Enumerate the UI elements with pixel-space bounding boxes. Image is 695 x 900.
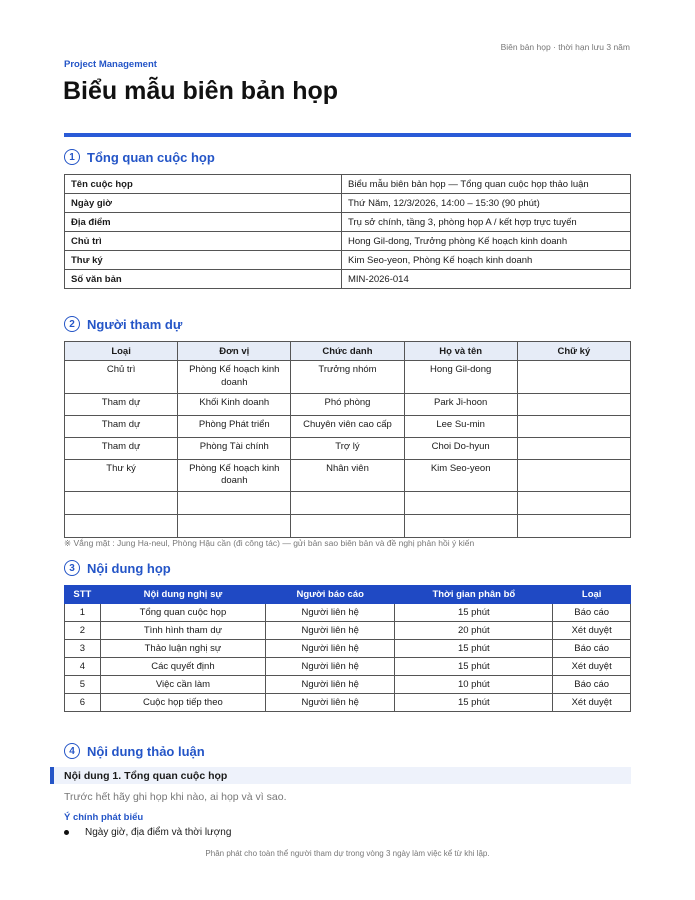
overview-value: Thứ Năm, 12/3/2026, 14:00 – 15:30 (90 phút) xyxy=(342,194,631,213)
overview-key: Số văn bản xyxy=(65,270,342,289)
agenda-row xyxy=(65,658,631,676)
agenda-cell: 15 phút xyxy=(395,640,553,658)
agenda-cell: Xét duyệt xyxy=(553,658,631,676)
overview-value: Hong Gil-dong, Trưởng phòng Kế hoạch kinh doanh xyxy=(342,232,631,251)
page-title: Biểu mẫu biên bản họp xyxy=(63,77,339,105)
attendee-cell: Chủ trì xyxy=(65,361,178,394)
discussion-item-heading: Nội dung 1. Tổng quan cuộc họp xyxy=(50,767,631,784)
key-points-label: Ý chính phát biểu xyxy=(64,812,144,823)
attendee-cell: Phó phòng xyxy=(291,393,404,415)
overview-row xyxy=(65,251,631,270)
section-number-badge: 2 xyxy=(64,316,80,332)
attendee-cell xyxy=(404,492,517,515)
attendee-cell: Tham dự xyxy=(65,415,178,437)
agenda-row xyxy=(65,694,631,712)
attendee-cell xyxy=(517,437,630,459)
attendee-cell: Khối Kinh doanh xyxy=(178,393,291,415)
overview-row xyxy=(65,213,631,232)
column-header: Thời gian phân bổ xyxy=(395,586,553,604)
attendee-cell xyxy=(65,515,178,538)
column-header: Đơn vị xyxy=(178,342,291,361)
overview-row xyxy=(65,232,631,251)
overview-value: Trụ sở chính, tầng 3, phòng họp A / kết hợp trực tuyến xyxy=(342,213,631,232)
agenda-cell: 6 xyxy=(65,694,101,712)
section-title: Nội dung thảo luận xyxy=(87,743,205,759)
overview-key: Địa điểm xyxy=(65,213,342,232)
agenda-row xyxy=(65,622,631,640)
agenda-cell: 5 xyxy=(65,676,101,694)
attendee-cell xyxy=(291,515,404,538)
attendee-cell: Nhân viên xyxy=(291,459,404,492)
agenda-cell: 15 phút xyxy=(395,694,553,712)
attendee-cell: Thư ký xyxy=(65,459,178,492)
attendee-cell xyxy=(517,361,630,394)
attendee-row xyxy=(65,437,631,459)
overview-value: MIN-2026-014 xyxy=(342,270,631,289)
attendee-cell: Phòng Kế hoạch kinh doanh xyxy=(178,459,291,492)
attendee-cell: Hong Gil-dong xyxy=(404,361,517,394)
attendee-cell: Trưởng nhóm xyxy=(291,361,404,394)
overview-value: Kim Seo-yeon, Phòng Kế hoạch kinh doanh xyxy=(342,251,631,270)
agenda-cell: Xét duyệt xyxy=(553,694,631,712)
attendee-cell: Phòng Phát triển xyxy=(178,415,291,437)
column-header: Loại xyxy=(553,586,631,604)
overview-table xyxy=(64,174,631,289)
column-header: Loại xyxy=(65,342,178,361)
attendee-row xyxy=(65,515,631,538)
attendee-row xyxy=(65,492,631,515)
section-number-badge: 1 xyxy=(64,149,80,165)
column-header: Chức danh xyxy=(291,342,404,361)
attendee-cell xyxy=(404,515,517,538)
agenda-cell: 15 phút xyxy=(395,658,553,676)
agenda-cell: 4 xyxy=(65,658,101,676)
overview-key: Ngày giờ xyxy=(65,194,342,213)
agenda-row xyxy=(65,640,631,658)
agenda-cell: Thảo luận nghị sự xyxy=(100,640,265,658)
attendee-row xyxy=(65,459,631,492)
agenda-cell: Báo cáo xyxy=(553,604,631,622)
attendee-row xyxy=(65,361,631,394)
attendee-cell xyxy=(178,492,291,515)
column-header: Nội dung nghị sự xyxy=(100,586,265,604)
section-title: Nội dung họp xyxy=(87,560,171,576)
attendee-cell xyxy=(517,415,630,437)
agenda-cell: Các quyết định xyxy=(100,658,265,676)
footer-note: Phân phát cho toàn thể người tham dự trong vòng 3 ngày làm việc kể từ khi lập. xyxy=(205,849,490,858)
section-title: Tổng quan cuộc họp xyxy=(87,149,215,165)
agenda-cell: Người liên hệ xyxy=(266,694,395,712)
attendee-cell: Tham dự xyxy=(65,393,178,415)
attendee-cell: Phòng Kế hoạch kinh doanh xyxy=(178,361,291,394)
absent-note: ※ Vắng mặt : Jung Ha-neul, Phòng Hậu cần (đi công tác) — gửi bản sao biên bản và đề nghị phản hồi ý kiến xyxy=(64,538,475,548)
attendee-cell: Phòng Tài chính xyxy=(178,437,291,459)
attendee-cell xyxy=(517,459,630,492)
attendee-cell: Trợ lý xyxy=(291,437,404,459)
agenda-cell: Tổng quan cuộc họp xyxy=(100,604,265,622)
attendee-cell xyxy=(517,492,630,515)
attendee-cell: Chuyên viên cao cấp xyxy=(291,415,404,437)
attendee-cell: Kim Seo-yeon xyxy=(404,459,517,492)
agenda-cell: Người liên hệ xyxy=(266,658,395,676)
retention-note: Biên bản họp · thời hạn lưu 3 năm xyxy=(500,42,630,52)
agenda-cell: Người liên hệ xyxy=(266,604,395,622)
category-label: Project Management xyxy=(64,59,157,70)
bullet-item xyxy=(64,827,231,838)
agenda-cell: Người liên hệ xyxy=(266,640,395,658)
agenda-table xyxy=(64,585,631,712)
column-header: Chữ ký xyxy=(517,342,630,361)
agenda-cell: Cuộc họp tiếp theo xyxy=(100,694,265,712)
agenda-cell: Báo cáo xyxy=(553,676,631,694)
attendee-row xyxy=(65,415,631,437)
overview-row xyxy=(65,175,631,194)
section-number-badge: 4 xyxy=(64,743,80,759)
bullet-text: Ngày giờ, địa điểm và thời lượng xyxy=(85,827,232,838)
agenda-cell: 20 phút xyxy=(395,622,553,640)
column-header: Người báo cáo xyxy=(266,586,395,604)
attendees-table xyxy=(64,341,631,538)
section-title: Người tham dự xyxy=(87,316,183,332)
overview-key: Tên cuộc họp xyxy=(65,175,342,194)
attendee-cell xyxy=(291,492,404,515)
column-header: Họ và tên xyxy=(404,342,517,361)
attendee-cell: Park Ji-hoon xyxy=(404,393,517,415)
section-number-badge: 3 xyxy=(64,560,80,576)
agenda-cell: Người liên hệ xyxy=(266,676,395,694)
agenda-cell: 10 phút xyxy=(395,676,553,694)
section-attendees-heading xyxy=(64,316,182,332)
overview-value: Biểu mẫu biên bản họp — Tổng quan cuộc họp thảo luận xyxy=(342,175,631,194)
discussion-item-text: Trước hết hãy ghi họp khi nào, ai họp và vì sao. xyxy=(64,791,287,803)
attendee-cell: Tham dự xyxy=(65,437,178,459)
attendee-cell xyxy=(517,515,630,538)
section-discussion-heading xyxy=(64,743,205,759)
attendee-cell xyxy=(65,492,178,515)
agenda-cell: 2 xyxy=(65,622,101,640)
agenda-cell: 15 phút xyxy=(395,604,553,622)
attendee-cell xyxy=(517,393,630,415)
attendee-cell: Lee Su-min xyxy=(404,415,517,437)
column-header: STT xyxy=(65,586,101,604)
section-agenda-heading xyxy=(64,560,171,576)
overview-row xyxy=(65,194,631,213)
agenda-cell: Việc cần làm xyxy=(100,676,265,694)
agenda-cell: 3 xyxy=(65,640,101,658)
agenda-cell: Người liên hệ xyxy=(266,622,395,640)
title-divider xyxy=(64,133,631,137)
agenda-row xyxy=(65,604,631,622)
section-overview-heading xyxy=(64,149,215,165)
agenda-cell: Xét duyệt xyxy=(553,622,631,640)
overview-key: Chủ trì xyxy=(65,232,342,251)
attendee-cell: Choi Do-hyun xyxy=(404,437,517,459)
overview-row xyxy=(65,270,631,289)
agenda-cell: 1 xyxy=(65,604,101,622)
agenda-cell: Báo cáo xyxy=(553,640,631,658)
overview-key: Thư ký xyxy=(65,251,342,270)
agenda-cell: Tình hình tham dự xyxy=(100,622,265,640)
attendee-cell xyxy=(178,515,291,538)
bullet-dot-icon xyxy=(64,830,69,835)
agenda-row xyxy=(65,676,631,694)
attendee-row xyxy=(65,393,631,415)
